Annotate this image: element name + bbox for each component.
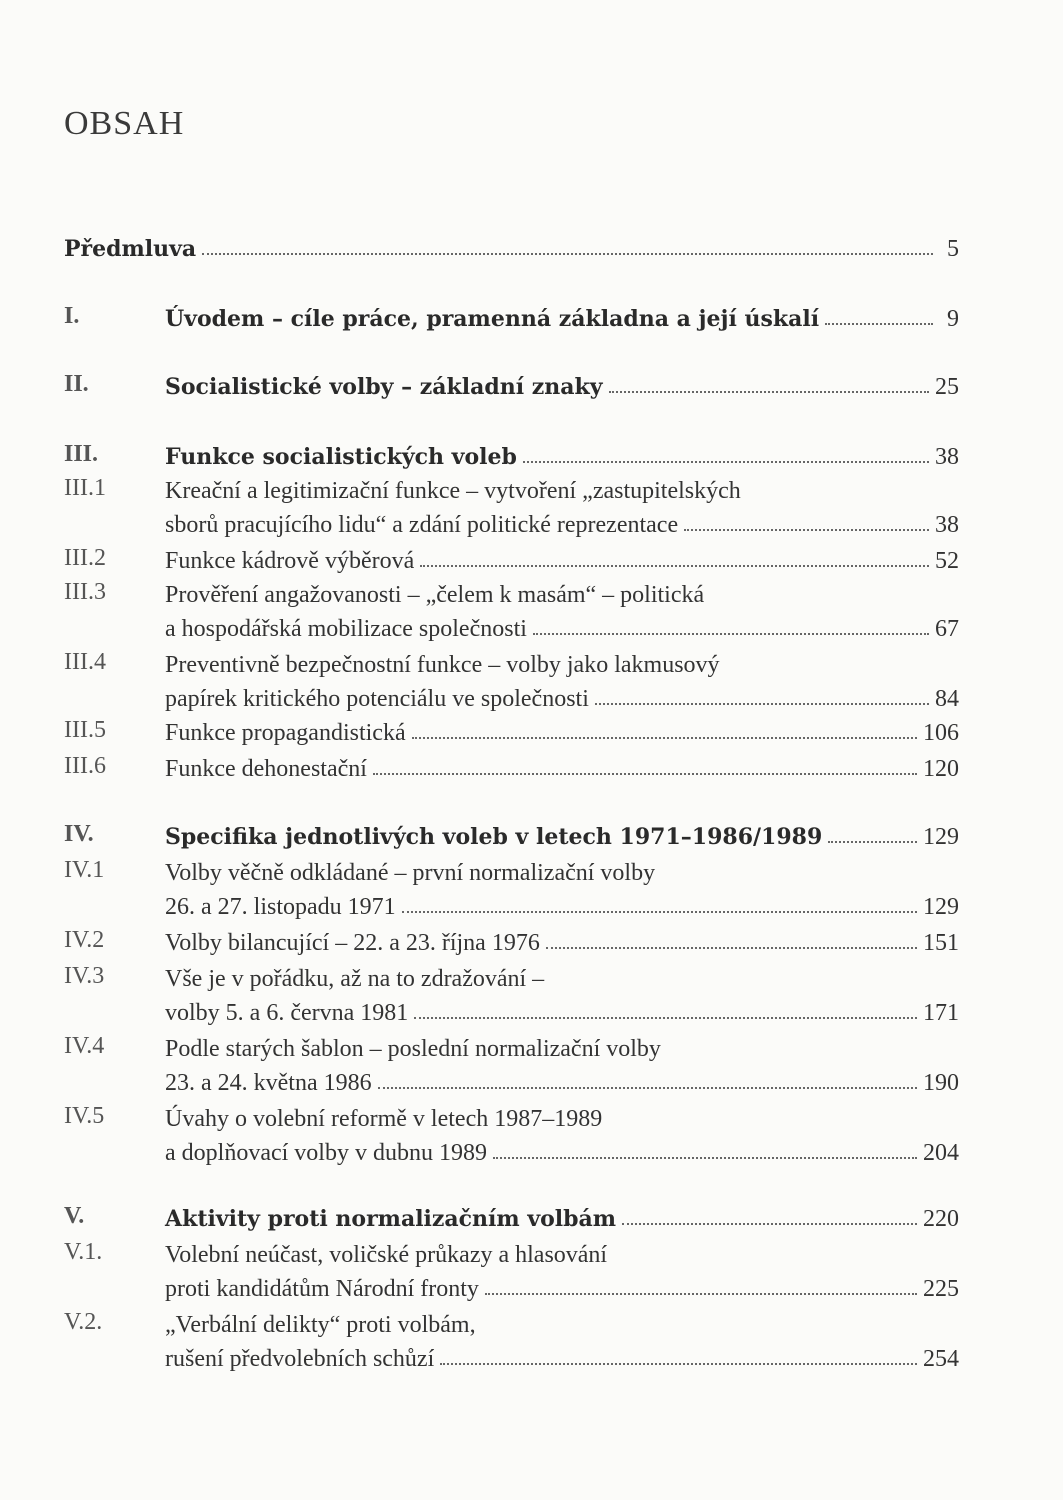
toc-entry-title: papírek kritického potenciálu ve společnosti — [165, 686, 589, 712]
toc-entry-text-wrap — [165, 442, 959, 472]
toc-entry-title: volby 5. a 6. června 1981 — [165, 1000, 409, 1026]
toc-entry-line — [64, 1028, 959, 1064]
toc-entry-text-wrap — [165, 684, 959, 714]
toc-entry-title: proti kandidátům Národní fronty — [165, 1276, 479, 1302]
toc-entry-title: Socialistické volby – základní znaky — [165, 374, 603, 400]
dot-leader — [825, 323, 933, 325]
toc-entry-line — [64, 644, 959, 680]
toc-entry-text-wrap — [165, 510, 959, 540]
toc-entry-text-wrap — [165, 1344, 959, 1374]
dot-leader — [373, 773, 917, 775]
toc-entry-title: Funkce socialistických voleb — [165, 444, 517, 470]
toc-page-number: 5 — [947, 236, 959, 262]
toc-entry-text-wrap — [165, 546, 959, 576]
toc-entry-number: IV. — [64, 821, 94, 847]
toc-entry-line — [64, 228, 959, 264]
toc-entry-title: Aktivity proti normalizačním volbám — [165, 1206, 617, 1232]
toc-entry-title: Volby věčně odkládané – první normalizační volby — [165, 860, 656, 886]
toc-entry-title: Podle starých šablon – poslední normalizační volby — [165, 1036, 661, 1062]
toc-entry-line — [64, 436, 959, 472]
toc-entry-number: V. — [64, 1203, 85, 1229]
toc-entry-text-wrap — [165, 718, 959, 748]
toc-entry-line — [64, 1098, 959, 1134]
dot-leader — [609, 391, 929, 393]
toc-entry-line — [64, 852, 959, 888]
toc-entry-line — [64, 540, 959, 576]
toc-entry-title: Předmluva — [64, 236, 197, 262]
toc-entry-number: III.6 — [64, 753, 106, 779]
toc-entry-line — [64, 1198, 959, 1234]
toc-entry-title: 23. a 24. května 1986 — [165, 1070, 372, 1096]
toc-page-number: 9 — [947, 306, 959, 332]
dot-leader — [420, 565, 929, 567]
toc-entry-title: Funkce dehonestační — [165, 756, 367, 782]
toc-entry-number: III.1 — [64, 475, 106, 501]
toc-entry-line — [64, 992, 959, 1028]
toc-entry-number: V.1. — [64, 1239, 103, 1265]
toc-entry-text-wrap — [165, 372, 959, 402]
dot-leader — [533, 633, 929, 635]
toc-page-number: 129 — [923, 894, 959, 920]
toc-page-number: 171 — [923, 1000, 959, 1026]
toc-entry-title: Volební neúčast, voličské průkazy a hlasování — [165, 1242, 608, 1268]
toc-entry-title: Úvodem – cíle práce, pramenná základna a její úskalí — [165, 306, 820, 332]
toc-entry-text-wrap — [165, 304, 959, 334]
toc-page-number: 84 — [935, 686, 959, 712]
toc-page-number: 190 — [923, 1070, 959, 1096]
toc-page-number: 25 — [935, 374, 959, 400]
toc-entry-line — [64, 298, 959, 334]
toc-entry-number: III.4 — [64, 649, 106, 675]
toc-entry-number: IV.1 — [64, 857, 105, 883]
toc-entry-text-wrap — [165, 580, 959, 610]
toc-entry-text-wrap — [165, 650, 959, 680]
toc-entry-number: II. — [64, 371, 89, 397]
toc-entry-line — [64, 366, 959, 402]
dot-leader — [546, 947, 917, 949]
toc-page-number: 204 — [923, 1140, 959, 1166]
toc-entry-text-wrap — [165, 822, 959, 852]
toc-entry-number: III.3 — [64, 579, 106, 605]
toc-entry-line — [64, 1268, 959, 1304]
toc-entry-line — [64, 1132, 959, 1168]
toc-entry-title: Funkce kádrově výběrová — [165, 548, 415, 574]
toc-entry-number: I. — [64, 303, 80, 329]
toc-entry-number: V.2. — [64, 1309, 103, 1335]
toc-page-number: 120 — [923, 756, 959, 782]
toc-entry-line — [64, 678, 959, 714]
toc-entry-title: Kreační a legitimizační funkce – vytvoření „zastupitelských — [165, 478, 741, 504]
dot-leader — [414, 1017, 917, 1019]
toc-entry-title: a hospodářská mobilizace společnosti — [165, 616, 527, 642]
toc-entry-text-wrap — [165, 928, 959, 958]
toc-entry-text-wrap — [165, 964, 959, 994]
toc-entry-line — [64, 608, 959, 644]
toc-entry-text-wrap — [165, 1274, 959, 1304]
toc-entry-text-wrap — [165, 1240, 959, 1270]
dot-leader — [595, 703, 929, 705]
toc-entry-title: „Verbální delikty“ proti volbám, — [165, 1312, 476, 1338]
toc-entry-line — [64, 886, 959, 922]
toc-entry-title: Specifika jednotlivých voleb v letech 1971–1986/1989 — [165, 824, 823, 850]
toc-entry-line — [64, 922, 959, 958]
toc-entry-title: Funkce propagandistická — [165, 720, 406, 746]
dot-leader — [828, 841, 917, 843]
toc-page-number: 151 — [923, 930, 959, 956]
dot-leader — [440, 1363, 917, 1365]
toc-entry-title: 26. a 27. listopadu 1971 — [165, 894, 396, 920]
toc-entry-title: sborů pracujícího lidu“ a zdání politické reprezentace — [165, 512, 679, 538]
toc-page-number: 106 — [923, 720, 959, 746]
toc-entry-line — [64, 1234, 959, 1270]
toc-page-number: 129 — [923, 824, 959, 850]
toc-entry-line — [64, 1338, 959, 1374]
toc-entry-number: III. — [64, 441, 99, 467]
toc-entry-number: III.5 — [64, 717, 106, 743]
toc-entry-title: Volby bilancující – 22. a 23. října 1976 — [165, 930, 540, 956]
toc-entry-text-wrap — [165, 1068, 959, 1098]
toc-entry-title: Vše je v pořádku, až na to zdražování – — [165, 966, 545, 992]
toc-entry-text-wrap — [165, 998, 959, 1028]
toc-entry-number: IV.4 — [64, 1033, 105, 1059]
toc-entry-text-wrap — [165, 1138, 959, 1168]
toc-entry-line — [64, 470, 959, 506]
dot-leader — [412, 737, 917, 739]
toc-entry-text-wrap — [165, 892, 959, 922]
dot-leader — [485, 1293, 917, 1295]
toc-entry-title: rušení předvolebních schůzí — [165, 1346, 435, 1372]
toc-entry-title: Preventivně bezpečnostní funkce – volby jako lakmusový — [165, 652, 720, 678]
toc-entry-number: IV.2 — [64, 927, 105, 953]
toc-page-number: 67 — [935, 616, 959, 642]
dot-leader — [202, 253, 933, 255]
toc-page-number: 38 — [935, 444, 959, 470]
toc-page-number: 220 — [923, 1206, 959, 1232]
toc-entry-title: Úvahy o volební reformě v letech 1987–1989 — [165, 1106, 603, 1132]
toc-entry-line — [64, 1062, 959, 1098]
toc-entry-line — [64, 1304, 959, 1340]
toc-entry-text-wrap — [165, 1310, 959, 1340]
dot-leader — [378, 1087, 917, 1089]
toc-entry-text-wrap — [165, 1204, 959, 1234]
dot-leader — [402, 911, 917, 913]
toc-entry-title: a doplňovací volby v dubnu 1989 — [165, 1140, 487, 1166]
dot-leader — [523, 461, 929, 463]
toc-entry-line — [64, 816, 959, 852]
dot-leader — [493, 1157, 917, 1159]
toc-entry-line — [64, 958, 959, 994]
toc-entry-number: IV.5 — [64, 1103, 105, 1129]
page-title: OBSAH — [64, 104, 185, 142]
toc-entry-text-wrap — [165, 1034, 959, 1064]
toc-entry-text-wrap — [64, 234, 959, 264]
dot-leader — [622, 1223, 917, 1225]
toc-entry-line — [64, 748, 959, 784]
toc-entry-line — [64, 712, 959, 748]
toc-page-number: 254 — [923, 1346, 959, 1372]
toc-entry-line — [64, 504, 959, 540]
toc-entry-number: IV.3 — [64, 963, 105, 989]
toc-entry-text-wrap — [165, 614, 959, 644]
toc-page-number: 38 — [935, 512, 959, 538]
toc-entry-text-wrap — [165, 858, 959, 888]
toc-entry-title: Prověření angažovanosti – „čelem k masám“ – politická — [165, 582, 705, 608]
toc-entry-text-wrap — [165, 476, 959, 506]
toc-page-number: 225 — [923, 1276, 959, 1302]
toc-entry-text-wrap — [165, 1104, 959, 1134]
toc-entry-text-wrap — [165, 754, 959, 784]
toc-page-number: 52 — [935, 548, 959, 574]
toc-entry-line — [64, 574, 959, 610]
dot-leader — [684, 529, 929, 531]
toc-entry-number: III.2 — [64, 545, 106, 571]
